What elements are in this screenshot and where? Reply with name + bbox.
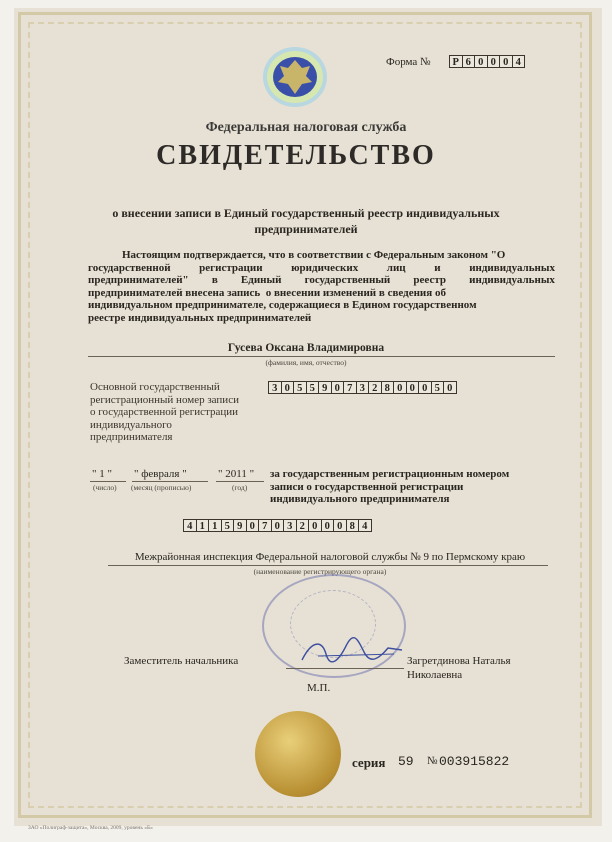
subtitle-line2: предпринимателей [254,222,358,236]
ogrnip-cell: 0 [418,381,432,394]
reg-number-cell: 0 [308,519,322,532]
ogrnip-cell: 9 [318,381,332,394]
date-year-underline [216,481,264,482]
body-word: в [211,274,218,286]
body-word: регистрации [199,261,263,274]
date-year-caption: (год) [232,483,248,492]
number-label: № [427,755,438,767]
body-word: предпринимателей" [88,274,189,286]
ogrnip-cell: 0 [281,381,295,394]
mp-label: М.П. [307,682,331,694]
body-paragraph [88,249,555,324]
reg-text-line: за государственным регистрационным номером [270,468,510,480]
body-word: Единый [240,274,282,286]
reg-number-cell: 9 [233,519,247,532]
reg-number-cell: 0 [333,519,347,532]
ogrnip-label-line: предпринимателя [90,431,173,443]
body-word: юридических [291,261,359,274]
ogrnip-cell: 8 [381,381,395,394]
body-word: индивидуальных [469,261,555,274]
ogrnip-cell: 3 [356,381,370,394]
emblem-icon [262,46,328,108]
person-name-caption: (фамилия, имя, отчество) [265,358,347,367]
body-line3 [88,274,555,287]
ogrnip-cell: 5 [306,381,320,394]
form-label: Форма № [386,56,431,68]
body-word: государственной [88,261,171,274]
ogrnip-cell: 5 [293,381,307,394]
ogrnip-cell: 3 [268,381,282,394]
authority-underline [108,565,548,566]
reg-number-cell: 1 [208,519,222,532]
body-line1: Настоящим подтверждается, что в соответствии с Федеральным законом "О [122,249,506,261]
ogrnip-cell: 2 [368,381,382,394]
date-year: " 2011 " [218,468,255,480]
reg-number-cell: 8 [346,519,360,532]
reg-number-cell: 4 [358,519,372,532]
ogrnip-label [90,381,239,444]
person-name: Гусева Оксана Владимировна [227,342,385,354]
authority-caption: (наименование регистрирующего органа) [253,567,387,576]
ogrnip-cell: 0 [331,381,345,394]
ogrnip-label-line: индивидуального [90,418,172,431]
body-line2 [88,262,555,275]
form-number-cell: 0 [487,55,501,68]
ogrnip-label-line: Основной государственный [90,381,220,393]
official-name-line2: Николаевна [407,669,463,681]
reg-number-cell: 3 [283,519,297,532]
form-number-cell: 6 [462,55,476,68]
reg-text-line: индивидуального предпринимателя [270,493,450,505]
ogrnip-label-line: о государственной регистрации [90,406,239,418]
date-month: " февраля " [134,468,187,480]
ogrnip-label-line: регистрационный номер записи [90,393,239,406]
form-number-cell: 4 [512,55,526,68]
date-day-underline [90,481,126,482]
hologram-emblem [262,46,328,108]
form-number-cell: 0 [499,55,513,68]
date-month-caption: (месяц (прописью) [131,483,192,492]
official-title: Заместитель начальника [124,655,239,667]
signature-line [286,668,404,669]
ogrnip-cell: 7 [343,381,357,394]
signature-icon [298,636,408,666]
authority-name: Межрайонная инспекция Федеральной налоговой службы № 9 по Пермскому краю [134,551,526,563]
body-word: лиц [386,261,406,274]
gold-seal [255,711,341,797]
body-word: индивидуальных [469,274,555,286]
reg-number-cell: 0 [321,519,335,532]
body-line6: реестре индивидуальных предпринимателей [88,311,312,324]
signature [298,636,408,666]
form-number-cells [449,55,524,68]
subtitle-line1: о внесении записи в Единый государственный реестр индивидуальных [112,206,500,220]
body-word: государственный [304,274,391,286]
date-month-underline [132,481,208,482]
printer-footer: ЗАО «Полиграф-защита», Москва, 2009, уровень «Б» [28,825,153,831]
reg-number-cells [183,519,371,532]
form-number-cell: 0 [474,55,488,68]
ogrnip-cell: 5 [431,381,445,394]
ogrnip-cell: 0 [406,381,420,394]
ogrnip-cell: 0 [393,381,407,394]
official-name-line1: Загретдинова Наталья [407,655,511,667]
reg-text-line: записи о государственной регистрации [270,480,464,493]
body-line4: предпринимателей внесена запись о внесении изменений в сведения об [88,286,446,299]
reg-number-cell: 2 [296,519,310,532]
reg-number-cell: 0 [246,519,260,532]
reg-number-cell: 4 [183,519,197,532]
body-word: и [434,261,441,274]
doc-title: СВИДЕТЕЛЬСТВО [156,140,436,171]
form-number-cell: Р [449,55,463,68]
body-line5: индивидуальном предпринимателе, содержащиеся в Едином государственном [88,299,477,311]
ogrnip-cells [268,381,456,394]
body-word: реестр [413,274,446,286]
reg-number-cell: 0 [271,519,285,532]
date-day-caption: (число) [93,483,117,492]
reg-number-cell: 7 [258,519,272,532]
date-day: " 1 " [92,468,112,480]
service-name: Федеральная налоговая служба [205,120,407,135]
ogrnip-cell: 0 [443,381,457,394]
number-value: 003915822 [439,754,510,769]
series-label: серия [352,755,386,770]
reg-number-cell: 5 [221,519,235,532]
reg-text [270,468,509,506]
person-name-underline [88,356,555,357]
series-value: 59 [398,754,414,769]
reg-number-cell: 1 [196,519,210,532]
